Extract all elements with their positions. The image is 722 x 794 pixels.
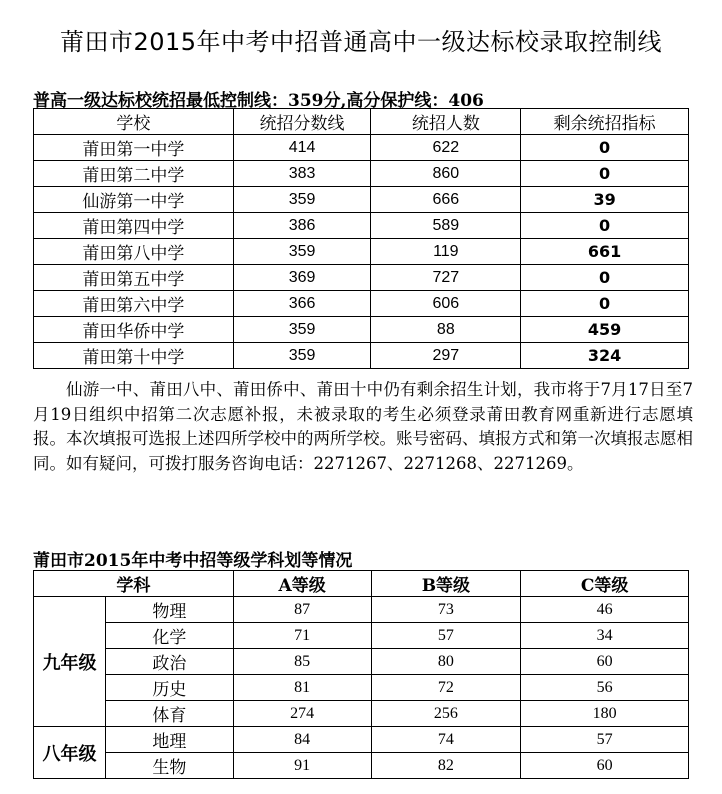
count-cell: 119 bbox=[371, 239, 521, 265]
page-title: 莆田市2015年中考中招普通高中一级达标校录取控制线 bbox=[59, 28, 663, 56]
subject-cell: 体育 bbox=[105, 701, 233, 727]
b-level-cell: 80 bbox=[371, 649, 521, 675]
remaining-cell: 0 bbox=[521, 213, 689, 239]
a-level-cell: 71 bbox=[233, 623, 371, 649]
header-score: 统招分数线 bbox=[233, 109, 371, 135]
score-cell: 369 bbox=[233, 265, 371, 291]
c-level-cell: 60 bbox=[521, 649, 689, 675]
remaining-cell: 39 bbox=[521, 187, 689, 213]
subject-cell: 物理 bbox=[105, 597, 233, 623]
b-level-cell: 256 bbox=[371, 701, 521, 727]
table-row bbox=[34, 239, 689, 265]
grading-table-header bbox=[34, 571, 689, 597]
table-row bbox=[34, 597, 689, 623]
b-level-cell: 74 bbox=[371, 727, 521, 753]
table-row bbox=[34, 187, 689, 213]
a-level-cell: 274 bbox=[233, 701, 371, 727]
notice-paragraph: 仙游一中、莆田八中、莆田侨中、莆田十中仍有剩余招生计划，我市将于7月17日至7月19日组织中招第二次志愿补报，未被录取的考生必须登录莆田教育网重新进行志愿填报。本次填报可选报上述四所学校中的两所学校。账号密码、填报方式和第一次填报志愿相同。如有疑问，可拨打服务咨询电话：2271267、2271268、2271269。 bbox=[33, 380, 693, 473]
score-cell: 359 bbox=[233, 239, 371, 265]
a-level-cell: 91 bbox=[233, 753, 371, 779]
school-name: 仙游第一中学 bbox=[34, 187, 234, 213]
score-cell: 359 bbox=[233, 317, 371, 343]
header-school: 学校 bbox=[34, 109, 234, 135]
score-cell: 383 bbox=[233, 161, 371, 187]
count-cell: 606 bbox=[371, 291, 521, 317]
table-row bbox=[34, 317, 689, 343]
table-row bbox=[34, 753, 689, 779]
header-b-level: B等级 bbox=[371, 571, 521, 597]
school-name: 莆田第一中学 bbox=[34, 135, 234, 161]
count-cell: 666 bbox=[371, 187, 521, 213]
table-row bbox=[34, 135, 689, 161]
admission-table-header bbox=[34, 109, 689, 135]
school-name: 莆田第四中学 bbox=[34, 213, 234, 239]
school-name: 莆田第五中学 bbox=[34, 265, 234, 291]
header-a-level: A等级 bbox=[233, 571, 371, 597]
a-level-cell: 84 bbox=[233, 727, 371, 753]
school-name: 莆田第二中学 bbox=[34, 161, 234, 187]
c-level-cell: 46 bbox=[521, 597, 689, 623]
header-c-level: C等级 bbox=[521, 571, 689, 597]
header-remaining: 剩余统招指标 bbox=[521, 109, 689, 135]
subject-cell: 地理 bbox=[105, 727, 233, 753]
count-cell: 297 bbox=[371, 343, 521, 369]
remaining-cell: 324 bbox=[521, 343, 689, 369]
table-row bbox=[34, 291, 689, 317]
b-level-cell: 73 bbox=[371, 597, 521, 623]
table-row bbox=[34, 265, 689, 291]
score-cell: 366 bbox=[233, 291, 371, 317]
subject-cell: 化学 bbox=[105, 623, 233, 649]
c-level-cell: 56 bbox=[521, 675, 689, 701]
subject-cell: 历史 bbox=[105, 675, 233, 701]
a-level-cell: 85 bbox=[233, 649, 371, 675]
c-level-cell: 34 bbox=[521, 623, 689, 649]
grade-label-ninth: 九年级 bbox=[34, 597, 106, 727]
table-row bbox=[34, 161, 689, 187]
table-row bbox=[34, 701, 689, 727]
school-name: 莆田第八中学 bbox=[34, 239, 234, 265]
score-cell: 414 bbox=[233, 135, 371, 161]
b-level-cell: 82 bbox=[371, 753, 521, 779]
school-name: 莆田第六中学 bbox=[34, 291, 234, 317]
remaining-cell: 0 bbox=[521, 161, 689, 187]
remaining-cell: 459 bbox=[521, 317, 689, 343]
grading-table bbox=[33, 570, 689, 779]
table-row bbox=[34, 649, 689, 675]
remaining-cell: 661 bbox=[521, 239, 689, 265]
score-cell: 359 bbox=[233, 343, 371, 369]
school-name: 莆田第十中学 bbox=[34, 343, 234, 369]
table-row bbox=[34, 727, 689, 753]
table-row bbox=[34, 675, 689, 701]
grading-title: 莆田市2015年中考中招等级学科划等情况 bbox=[33, 551, 353, 571]
a-level-cell: 87 bbox=[233, 597, 371, 623]
grade-label-eighth: 八年级 bbox=[34, 727, 106, 779]
remaining-cell: 0 bbox=[521, 291, 689, 317]
table-row bbox=[34, 623, 689, 649]
b-level-cell: 57 bbox=[371, 623, 521, 649]
count-cell: 88 bbox=[371, 317, 521, 343]
remaining-cell: 0 bbox=[521, 135, 689, 161]
score-cell: 386 bbox=[233, 213, 371, 239]
c-level-cell: 180 bbox=[521, 701, 689, 727]
school-name: 莆田华侨中学 bbox=[34, 317, 234, 343]
header-subject: 学科 bbox=[34, 571, 234, 597]
score-cell: 359 bbox=[233, 187, 371, 213]
count-cell: 622 bbox=[371, 135, 521, 161]
a-level-cell: 81 bbox=[233, 675, 371, 701]
table-row bbox=[34, 213, 689, 239]
count-cell: 860 bbox=[371, 161, 521, 187]
count-cell: 589 bbox=[371, 213, 521, 239]
admission-table bbox=[33, 108, 689, 369]
c-level-cell: 60 bbox=[521, 753, 689, 779]
table-row bbox=[34, 343, 689, 369]
count-cell: 727 bbox=[371, 265, 521, 291]
control-line-note: 普高一级达标校统招最低控制线：359分,高分保护线：406 bbox=[33, 91, 484, 111]
c-level-cell: 57 bbox=[521, 727, 689, 753]
header-count: 统招人数 bbox=[371, 109, 521, 135]
remaining-cell: 0 bbox=[521, 265, 689, 291]
subject-cell: 政治 bbox=[105, 649, 233, 675]
subject-cell: 生物 bbox=[105, 753, 233, 779]
b-level-cell: 72 bbox=[371, 675, 521, 701]
